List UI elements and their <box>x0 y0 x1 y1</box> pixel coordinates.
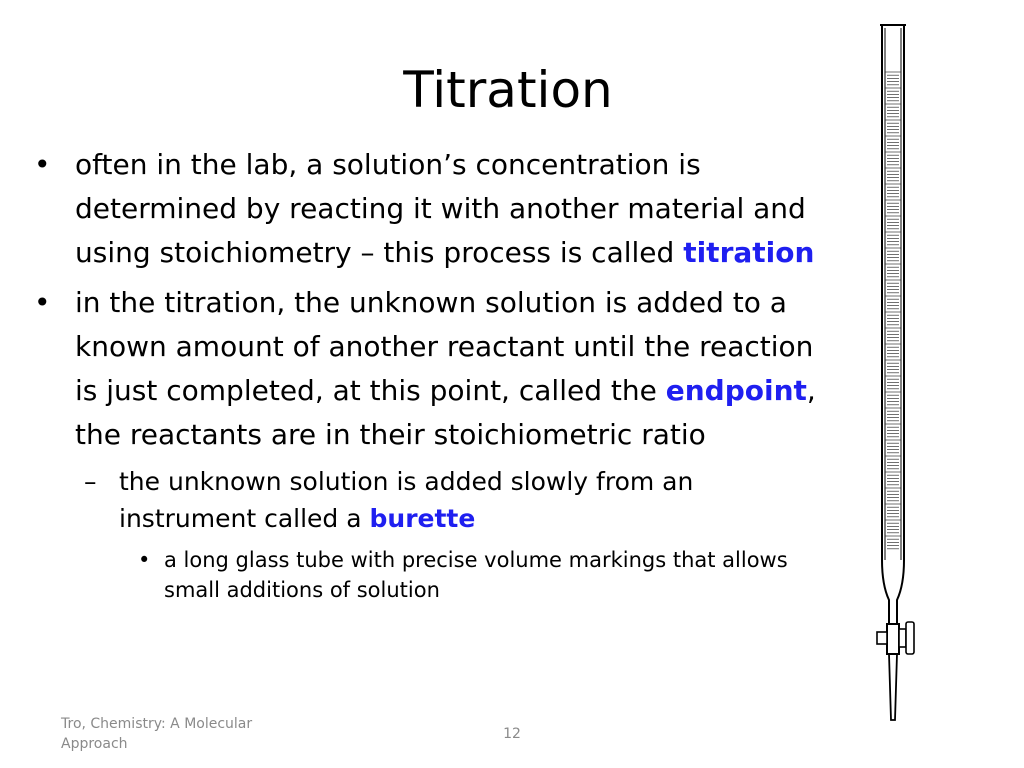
volume-markings <box>885 72 901 549</box>
footer-source: Tro, Chemistry: A Molecular Approach <box>61 716 253 752</box>
page-number: 12 <box>503 726 521 742</box>
bullet-item <box>34 281 834 457</box>
keyword-burette: burette <box>369 504 476 533</box>
sub-sub-bullet-item <box>136 545 834 605</box>
bullet-text-end: , the reactants are in their stoichiometric ratio <box>75 374 816 451</box>
bullet-marker: • <box>138 548 151 572</box>
bullet-text: often in the lab, a solution’s concentration is determined by reacting it with another material and using stoichiometry – this process is called <box>75 148 806 269</box>
keyword-titration: titration <box>683 236 815 269</box>
slide-body <box>34 143 834 605</box>
sub-bullet-item <box>84 463 834 537</box>
slide-title: Titration <box>403 61 613 119</box>
keyword-endpoint: endpoint <box>665 374 807 407</box>
bullet-item <box>34 143 834 275</box>
sub-sub-bullet-text: a long glass tube with precise volume markings that allows small additions of solution <box>164 548 788 602</box>
bullet-marker: • <box>34 148 51 181</box>
sub-bullet-text: the unknown solution is added slowly from an instrument called a <box>119 467 694 533</box>
dash-marker: – <box>84 467 97 496</box>
bullet-marker: • <box>34 286 51 319</box>
bullet-text: in the titration, the unknown solution is added to a known amount of another reactant until the reaction is just completed, at this point, called the <box>75 286 814 407</box>
burette-illustration <box>868 20 920 726</box>
